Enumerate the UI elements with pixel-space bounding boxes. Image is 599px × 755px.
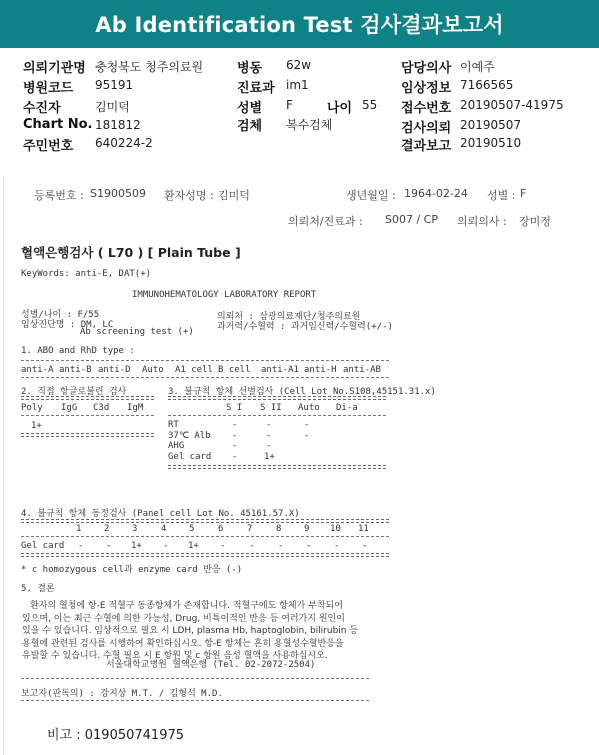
cell: - — [306, 541, 312, 551]
abo-col: Auto — [142, 365, 164, 375]
divider — [21, 377, 389, 378]
cell: - — [163, 541, 169, 551]
panel-gel-row — [21, 541, 391, 551]
abo-col: anti-B — [59, 365, 92, 375]
info-label: 접수번호 — [401, 101, 452, 116]
info-value: 20190510 — [460, 136, 522, 150]
dat-col: IgM — [127, 403, 144, 413]
conclusion-line: 있으며, 이는 최근 수혈에 의한 가능성, Drug, 비특이적인 반응 등 여러가지 원인이 — [22, 613, 345, 624]
reporter-line: 보고자(판독의) : 강지상 M.T. / 김형석 M.D. — [21, 689, 223, 699]
section-4-title: 4. 불규칙 항체 동정검사 (Panel cell Lot No. 45161.57.X) — [21, 509, 300, 519]
panel-col: 8 — [276, 524, 282, 534]
abo-col: anti-AB — [343, 365, 381, 375]
abo-col: anti-A1 — [261, 365, 299, 375]
info-label: 담당의사 — [401, 61, 452, 76]
section-3-title: 3. 불규칙 항체 선별검사 (Cell Lot No.S108,45151.31.x) — [168, 387, 436, 397]
conclusion-text — [22, 600, 582, 663]
hospital-line: 서울대학교병원 혈액은행 (Tel. 02-2072-2504) — [106, 660, 316, 670]
report-title: Ab Identification Test 검사결과보고서 — [0, 0, 599, 48]
divider — [21, 678, 369, 679]
panel-col: 7 — [247, 524, 253, 534]
info-label: 나이 — [327, 101, 353, 116]
cell: - — [232, 430, 238, 441]
panel-col: 11 — [358, 524, 369, 534]
divider — [21, 553, 389, 557]
dat-col: IgG — [61, 403, 78, 413]
cell: - — [278, 541, 284, 551]
cell: - — [334, 541, 340, 551]
diagnosis: 임상진단명 : DM, LC — [21, 320, 114, 330]
screen-rows — [168, 420, 310, 462]
row-name: Gel card — [21, 541, 65, 551]
dat-col: C3d — [93, 403, 110, 413]
reg-number: S1900509 — [90, 187, 146, 200]
info-value: im1 — [286, 78, 309, 92]
cell: - — [266, 420, 272, 430]
panel-col: 10 — [330, 524, 341, 534]
panel-note: * c homozygous cell과 enzyme card 반응 (-) — [21, 565, 243, 575]
cell: - — [220, 541, 226, 551]
section-1-title: 1. ABO and RhD type : — [21, 346, 135, 356]
cell: - — [304, 430, 310, 441]
keywords: KeyWords: anti-E, DAT(+) — [21, 269, 152, 279]
cell: - — [249, 541, 255, 551]
info-label: 수진자 — [23, 101, 61, 116]
cell: 1+ — [264, 451, 275, 462]
info-value: 62w — [286, 58, 312, 72]
screen-result: Ab screening test (+) — [80, 327, 194, 337]
sex-age: 성별/나이 : F/55 — [21, 310, 100, 320]
cell: - — [266, 441, 272, 451]
screen-row — [168, 441, 272, 452]
screen-row — [168, 420, 310, 431]
panel-col: 1 — [76, 524, 82, 534]
info-value: 95191 — [95, 78, 134, 92]
info-label: 검체 — [237, 119, 263, 134]
row-name: 37℃ Alb — [168, 430, 211, 441]
info-label: Chart No. — [23, 117, 93, 132]
screen-col: S I — [226, 403, 243, 413]
history: 과거력/수혈력 : 과거임신력/수혈력(+/-) — [217, 322, 393, 332]
section-5-title: 5. 결론 — [21, 584, 55, 594]
info-value: 640224-2 — [95, 136, 153, 150]
conclusion-line: 있을 수 있습니다. 임상적으로 필요 시 LDH, plasma Hb, haptoglobin, bilirubin 등 — [22, 626, 359, 636]
remark: 비고 : 019050741975 — [47, 728, 185, 743]
dat-poly-value: 1+ — [31, 421, 42, 431]
cell: - — [232, 420, 238, 430]
requester: 의뢰처 : 삼광의료재단/청주의료원 — [217, 312, 361, 322]
dept: S007 / CP — [385, 213, 438, 226]
divider — [21, 700, 369, 701]
divider — [21, 519, 389, 523]
info-label: 검사의뢰 — [401, 121, 452, 136]
panel-col: 4 — [161, 524, 167, 534]
screen-row — [168, 430, 310, 442]
info-label: 병원코드 — [23, 81, 74, 96]
cell: - — [78, 541, 84, 551]
info-value: 181812 — [95, 118, 141, 132]
panel-col: 3 — [132, 524, 138, 534]
cell: - — [232, 441, 238, 451]
info-label: 의뢰기관명 — [23, 61, 86, 76]
patient-info-panel — [0, 48, 599, 158]
divider — [168, 396, 386, 400]
divider — [21, 433, 154, 437]
divider — [168, 465, 386, 469]
doctor-label: 의뢰의사 : — [457, 215, 507, 228]
section-2-title: 2. 직접 항글로불린 검사 — [21, 387, 127, 397]
abo-col: anti-D — [98, 365, 131, 375]
panel-col: 2 — [104, 524, 110, 534]
info-label: 결과보고 — [401, 139, 452, 154]
row-name: RT — [168, 420, 179, 430]
info-value: 복수검체 — [286, 118, 333, 132]
info-value: F — [286, 98, 293, 112]
cell: 1+ — [188, 541, 199, 551]
panel-col: 5 — [189, 524, 195, 534]
screen-row — [168, 451, 275, 463]
conclusion-line: 유발할 수 있습니다. 수혈 필요 시 E 항원 및 c 항원 음성 혈액을 사용하십시오. — [22, 651, 328, 661]
doctor: 장미정 — [519, 215, 551, 228]
cell: - — [266, 430, 272, 441]
info-value: 55 — [362, 98, 378, 112]
cell: - — [304, 420, 310, 430]
abo-header-row — [21, 365, 381, 375]
cell: - — [362, 541, 368, 551]
dat-header-row — [21, 403, 144, 413]
dob: 1964-02-24 — [404, 187, 468, 200]
info-value: 김미덕 — [95, 100, 130, 114]
divider — [21, 396, 154, 400]
reg-label: 등록번호 : — [34, 189, 84, 202]
panel-col: 9 — [304, 524, 310, 534]
info-label: 주민번호 — [23, 139, 74, 154]
cell: 1+ — [131, 541, 142, 551]
dat-col: Poly — [21, 403, 43, 413]
divider — [168, 415, 386, 416]
cell: - — [232, 451, 238, 462]
info-value: 충청북도 청주의료원 — [95, 60, 204, 74]
abo-col: A1 cell — [175, 365, 213, 375]
lab-title: IMMUNOHEMATOLOGY LABORATORY REPORT — [132, 290, 317, 300]
scanned-report — [3, 176, 596, 755]
sex-label: 성별 : — [487, 189, 516, 202]
abo-col: B cell — [218, 365, 251, 375]
sex: F — [520, 187, 527, 200]
screen-col: Di-a — [336, 403, 358, 413]
info-value: 20190507-41975 — [460, 98, 564, 112]
abo-col: anti-H — [304, 365, 337, 375]
dob-label: 생년월일 : — [346, 189, 396, 202]
divider — [21, 360, 389, 361]
info-label: 임상정보 — [401, 81, 452, 96]
info-value: 이예주 — [460, 60, 495, 74]
test-title: 혈액은행검사 ( L70 ) [ Plain Tube ] — [21, 245, 241, 260]
dept-label: 의뢰처/진료과 : — [288, 215, 363, 228]
panel-col: 6 — [218, 524, 224, 534]
conclusion-line: 용혈에 관련된 검사를 시행하여 확인하십시오. 항-E 항체는 흔히 용혈성수혈반응을 — [22, 638, 344, 649]
patient-name-label: 환자성명 : — [164, 189, 214, 202]
divider — [21, 415, 154, 416]
info-label: 병동 — [237, 61, 263, 76]
screen-col: S II — [260, 403, 282, 413]
divider — [21, 536, 389, 537]
info-value: 7166565 — [460, 78, 514, 92]
conclusion-line: 환자의 혈청에 항-E 적혈구 동종항체가 존재합니다. 적혈구에도 항체가 부착되어 — [30, 601, 343, 611]
info-label: 성별 — [237, 101, 263, 116]
info-value: 20190507 — [460, 118, 522, 132]
row-name: AHG — [168, 441, 185, 451]
cell: - — [106, 541, 112, 551]
screen-col: Auto — [298, 403, 320, 413]
abo-col: anti-A — [21, 365, 54, 375]
patient-name: 김미덕 — [218, 189, 250, 202]
info-label: 진료과 — [237, 81, 275, 96]
row-name: Gel card — [168, 451, 212, 462]
